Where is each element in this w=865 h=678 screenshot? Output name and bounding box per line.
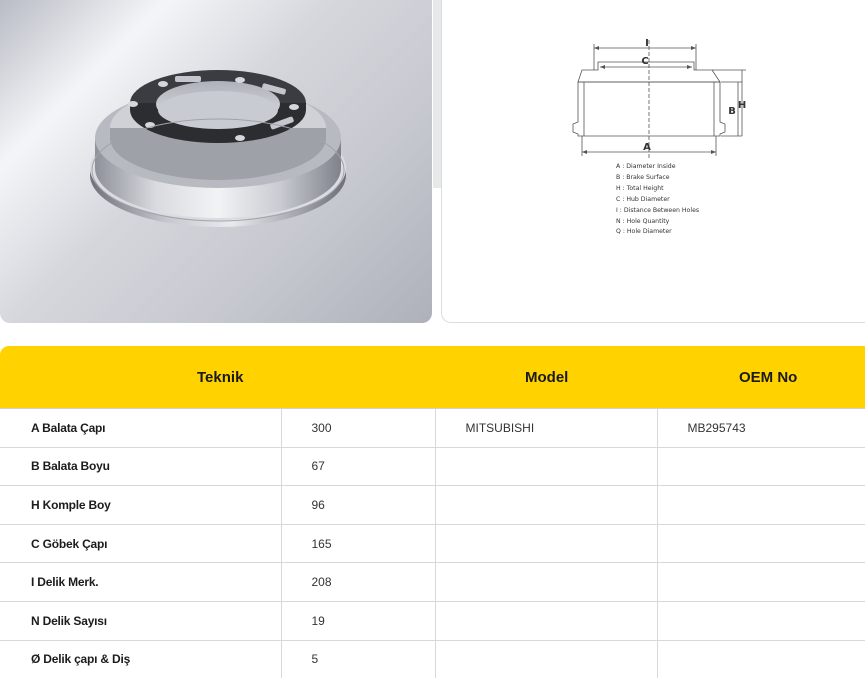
table-row xyxy=(0,524,865,563)
oem-cell xyxy=(657,524,865,563)
legend-item: N : Hole Quantity xyxy=(616,217,670,225)
table-row xyxy=(0,563,865,602)
table-header-row xyxy=(0,346,865,409)
model-cell xyxy=(435,486,657,525)
spec-value: 67 xyxy=(281,447,435,486)
oem-cell: MB295743 xyxy=(657,409,865,448)
diagram-label-a: A xyxy=(643,142,651,153)
oem-cell xyxy=(657,486,865,525)
dimension-legend xyxy=(616,162,699,238)
model-cell xyxy=(435,524,657,563)
spec-label: A Balata Çapı xyxy=(0,409,281,448)
spec-label: I Delik Merk. xyxy=(0,563,281,602)
oem-cell xyxy=(657,563,865,602)
table-row xyxy=(0,601,865,640)
header-teknik: Teknik xyxy=(0,346,435,409)
model-cell xyxy=(435,601,657,640)
legend-item: B : Brake Surface xyxy=(616,173,670,181)
diagram-label-c: C xyxy=(641,56,649,67)
spec-value: 300 xyxy=(281,409,435,448)
legend-item: Q : Hole Diameter xyxy=(616,228,672,236)
model-cell xyxy=(435,447,657,486)
spec-label: B Balata Boyu xyxy=(0,447,281,486)
spec-value: 5 xyxy=(281,640,435,678)
scrollbar[interactable] xyxy=(433,0,441,188)
legend-item: I : Distance Between Holes xyxy=(616,206,700,214)
technical-diagram xyxy=(441,0,865,323)
spec-value: 208 xyxy=(281,563,435,602)
spec-label: C Göbek Çapı xyxy=(0,524,281,563)
header-oem: OEM No xyxy=(657,346,865,409)
spec-value: 165 xyxy=(281,524,435,563)
brake-drum-image xyxy=(0,0,432,323)
oem-cell xyxy=(657,640,865,678)
spec-value: 19 xyxy=(281,601,435,640)
header-model: Model xyxy=(435,346,657,409)
table-row xyxy=(0,486,865,525)
diagram-label-i: I xyxy=(645,38,649,49)
legend-item: A : Diameter Inside xyxy=(616,163,676,170)
table-row xyxy=(0,409,865,448)
table-row xyxy=(0,640,865,678)
product-photo xyxy=(0,0,432,323)
oem-cell xyxy=(657,447,865,486)
legend-item: H : Total Height xyxy=(616,184,664,192)
model-cell: MITSUBISHI xyxy=(435,409,657,448)
table-row xyxy=(0,447,865,486)
model-cell xyxy=(435,563,657,602)
spec-label: N Delik Sayısı xyxy=(0,601,281,640)
spec-label: Ø Delik çapı & Diş xyxy=(0,640,281,678)
model-cell xyxy=(435,640,657,678)
spec-table xyxy=(0,346,865,678)
spec-label: H Komple Boy xyxy=(0,486,281,525)
diagram-label-b: B xyxy=(728,106,736,117)
oem-cell xyxy=(657,601,865,640)
diagram-label-h: H xyxy=(737,100,747,111)
legend-item: C : Hub Diameter xyxy=(616,195,670,203)
spec-value: 96 xyxy=(281,486,435,525)
